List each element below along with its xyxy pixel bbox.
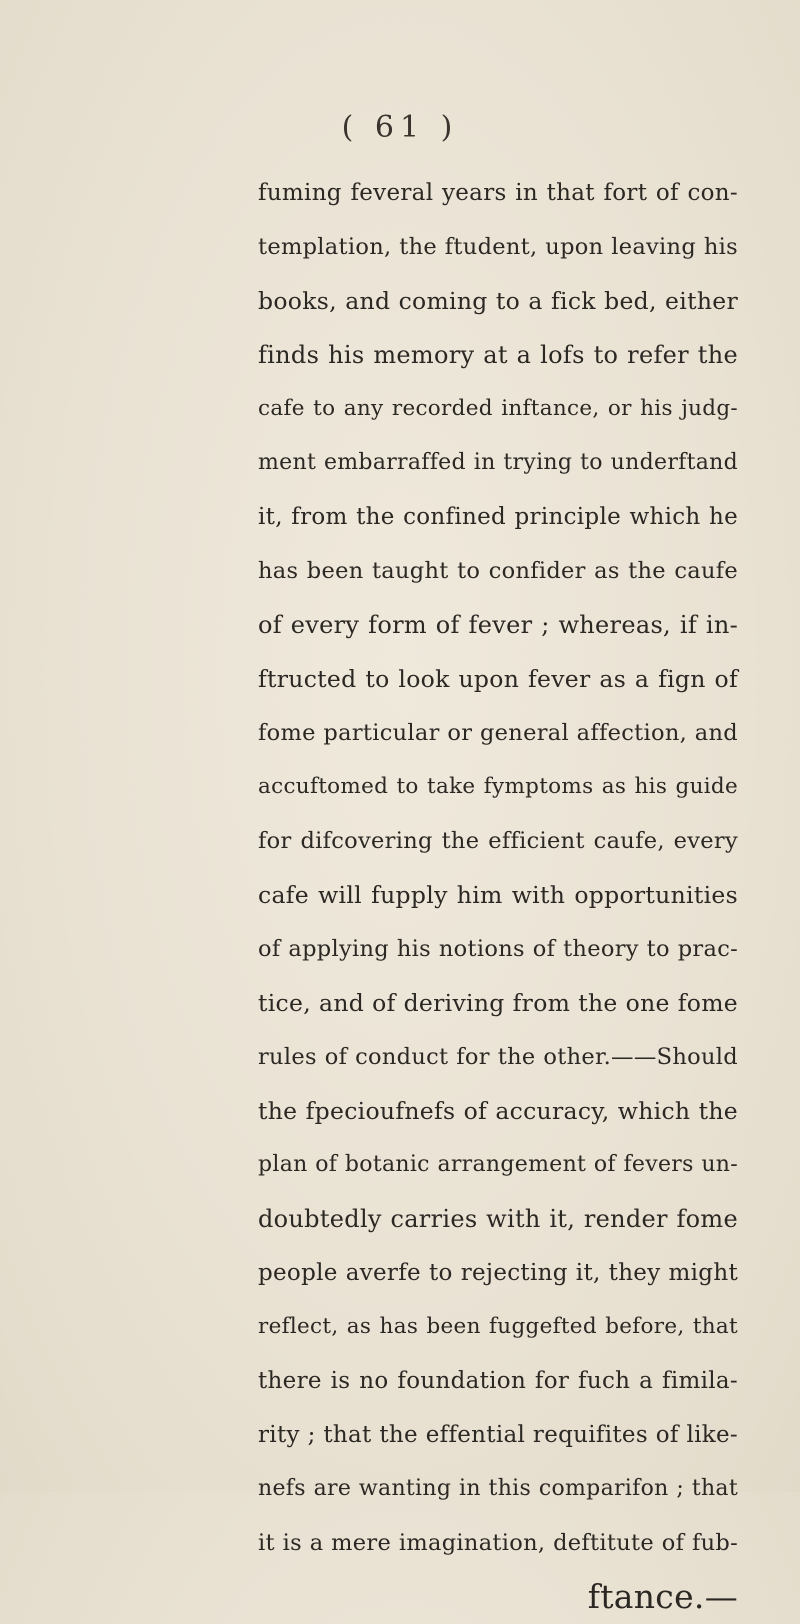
text-line: plan of botanic arrangement of fevers un- (258, 1152, 738, 1177)
text-line: people averfe to rejecting it, they might (258, 1260, 738, 1286)
text-line: the fpecioufnefs of accuracy, which the (258, 1097, 738, 1125)
text-line: books, and coming to a fick bed, either (258, 287, 738, 315)
text-line: for difcovering the efficient caufe, every (258, 828, 738, 854)
text-line: it, from the confined principle which he (258, 504, 738, 530)
text-line: doubtedly carries with it, render fome (258, 1205, 738, 1233)
text-line: cafe will fupply him with opportunities (258, 881, 738, 909)
text-line: tice, and of deriving from the one fome (258, 989, 738, 1017)
text-line: fome particular or general affection, and (258, 720, 738, 746)
text-line: has been taught to confider as the caufe (258, 558, 738, 584)
text-line: rity ; that the effential requifites of like- (258, 1422, 738, 1448)
text-line: accuftomed to take fymptoms as his guide (258, 774, 738, 799)
body-text (258, 166, 738, 1624)
text-line: cafe to any recorded inftance, or his judg- (258, 396, 738, 421)
text-line: of every form of fever ; whereas, if in- (258, 611, 738, 639)
text-line: ftructed to look upon fever as a fign of (258, 665, 738, 693)
text-line: fuming feveral years in that fort of con- (258, 180, 738, 206)
text-line: it is a mere imagination, deftitute of fub- (258, 1530, 738, 1556)
page-number: ( 61 ) (341, 110, 459, 145)
text-line-final: ftance.— (587, 1577, 738, 1616)
text-line: templation, the ftudent, upon leaving his (258, 234, 738, 260)
text-line: rules of conduct for the other.——Should (258, 1044, 738, 1070)
text-line: finds his memory at a lofs to refer the (258, 341, 738, 369)
text-line: ment embarraffed in trying to underftand (258, 450, 738, 475)
text-line: of applying his notions of theory to prac- (258, 936, 738, 962)
text-line: nefs are wanting in this comparifon ; that (258, 1476, 738, 1501)
text-line: reflect, as has been fuggefted before, that (258, 1314, 738, 1339)
text-line: there is no foundation for fuch a fimila- (258, 1368, 738, 1394)
